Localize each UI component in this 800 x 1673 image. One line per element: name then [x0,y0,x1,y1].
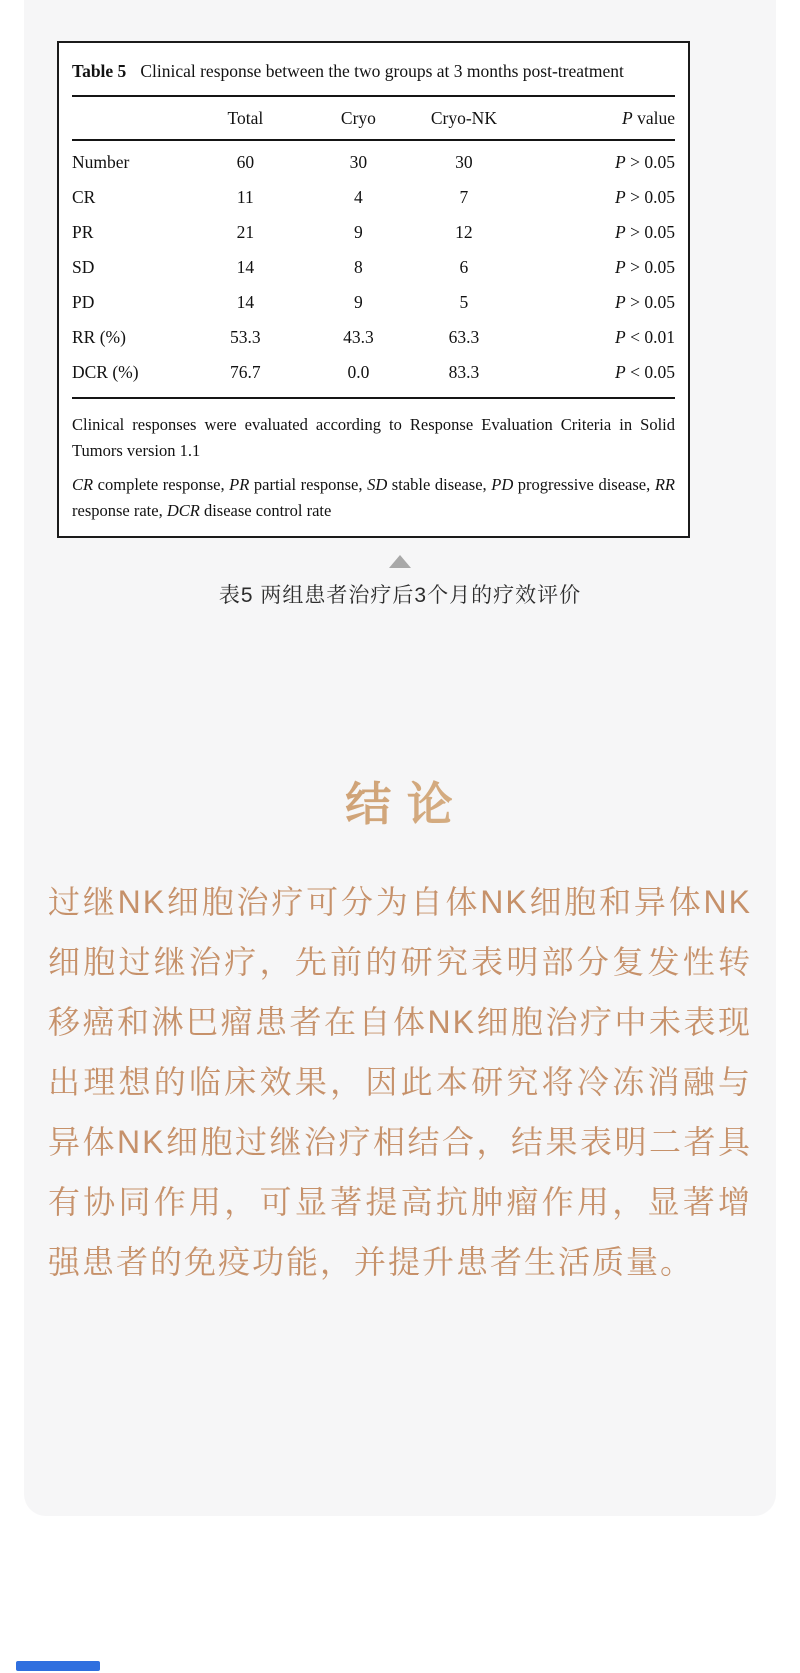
cell-total: 76.7 [193,355,299,399]
table-footnote-abbreviations: CR complete response, PR partial response, SD stable disease, PD progressive disease, RR response rate, DCR disease control rate [72,475,675,520]
cell-total: 14 [236,292,255,312]
cell-total: 60 [236,152,255,172]
header-empty [72,96,193,140]
cell-total: 11 [236,187,254,207]
footer-accent-bar [16,1661,100,1671]
cell-total: 21 [236,222,255,242]
table5-figure [57,41,690,538]
cell-label: CR [72,187,96,207]
cell-cryo-nk: 12 [455,222,473,242]
cell-cryo-nk: 63.3 [448,327,480,347]
cell-cryo: 43.3 [343,327,374,347]
table-row [72,285,675,320]
cell-p-value: P > 0.05 [615,187,675,207]
cell-label: RR (%) [72,327,126,347]
table-row [72,215,675,250]
table-title-text: Clinical response between the two groups at 3 months post-treatment [140,61,624,81]
cell-cryo-nk: 83.3 [419,355,509,399]
table-row [72,355,675,399]
table-title-label: Table 5 [72,61,127,81]
header-cryo: Cryo [298,96,419,140]
cell-p-value: P > 0.05 [615,292,675,312]
table-title [72,58,675,84]
table-footnote-methods: Clinical responses were evaluated according to Response Evaluation Criteria in Solid Tumors version 1.1 [72,415,675,460]
cell-cryo-nk: 5 [459,292,469,312]
clinical-response-table [72,95,675,399]
cell-p-value: P < 0.05 [509,355,675,399]
cell-label: Number [72,152,130,172]
cell-total: 14 [236,257,255,277]
cell-p-value: P > 0.05 [615,222,675,242]
cell-label: PD [72,292,95,312]
header-total: Total [193,96,299,140]
cell-label: PR [72,222,94,242]
table-header-row [72,96,675,140]
conclusion-paragraph: 过继NK细胞治疗可分为自体NK细胞和异体NK细胞过继治疗，先前的研究表明部分复发性转移癌和淋巴瘤患者在自体NK细胞治疗中未表现出理想的临床效果，因此本研究将冷冻消融与异体NK细胞过继治疗相结合，结果表明二者具有协同作用，可显著提高抗肿瘤作用，显著增强患者的免疫功能，并提升患者生活质量。 [48,884,752,1281]
cell-p-value: P < 0.01 [615,327,675,347]
cell-cryo: 0.0 [298,355,419,399]
cell-cryo-nk: 30 [455,152,473,172]
article-card [24,0,776,1516]
conclusion-heading: 结 论 [24,777,776,832]
header-cryo-nk: Cryo-NK [419,96,509,140]
cell-cryo: 9 [354,222,363,242]
cell-p-value: P > 0.05 [615,152,675,172]
cell-total: 53.3 [230,327,261,347]
triangle-up-icon [389,555,411,568]
table-row [72,140,675,180]
table-row [72,320,675,355]
cell-cryo-nk: 6 [459,257,469,277]
table-row [72,250,675,285]
cell-cryo: 4 [354,187,363,207]
cell-label: SD [72,257,95,277]
cell-cryo-nk: 7 [459,187,469,207]
header-p-value: P value [509,96,675,140]
table-caption-cn: 表5 两组患者治疗后3个月的疗效评价 [218,584,582,607]
cell-p-value: P > 0.05 [615,257,675,277]
cell-cryo: 8 [354,257,363,277]
cell-cryo: 30 [349,152,368,172]
cell-cryo: 9 [354,292,363,312]
cell-label: DCR (%) [72,355,193,399]
table-row [72,180,675,215]
